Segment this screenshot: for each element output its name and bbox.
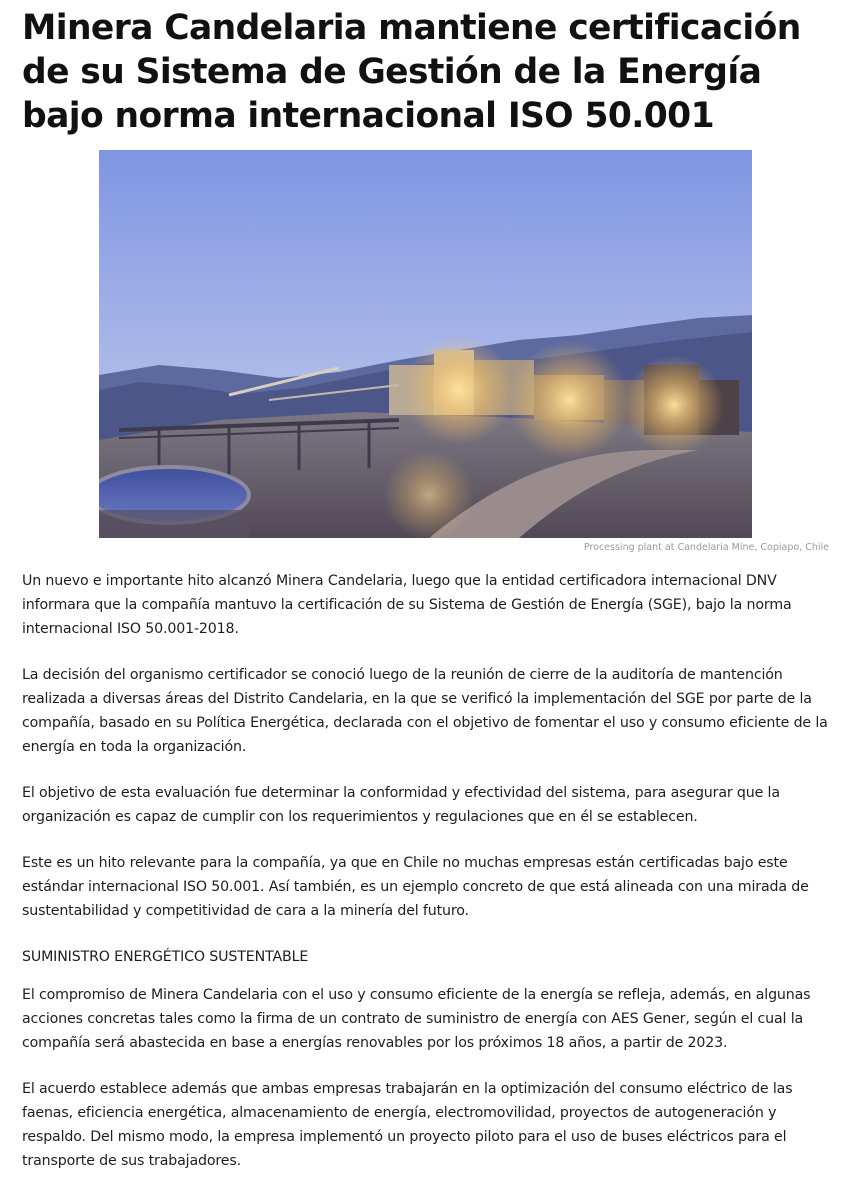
paragraph: El acuerdo establece además que ambas empresas trabajarán en la optimización del consumo eléctrico de las faenas, eficiencia energética, almacenamiento de energía, electromovilidad, proyectos de autogeneración y respaldo. Del mismo modo, la empresa implementó un proyecto piloto para el uso de buses eléctricos para el transporte de sus trabajadores. [22, 1081, 793, 1169]
article-title: Minera Candelaria mantiene certificación de su Sistema de Gestión de la Energía bajo norma internacional ISO 50.001 [22, 8, 801, 136]
paragraph: Un nuevo e importante hito alcanzó Minera Candelaria, luego que la entidad certificadora internacional DNV informara que la compañía mantuvo la certificación de su Sistema de Gestión de Energía (SGE), bajo la norma internacional ISO 50.001-2018. [22, 573, 792, 637]
paragraph: La decisión del organismo certificador se conoció luego de la reunión de cierre de la auditoría de mantención realizada a diversas áreas del Distrito Candelaria, en la que se verificó la implementación del SGE por parte de la compañía, basado en su Política Energética, declarada con el objetivo de fomentar el uso y consumo eficiente de la energía en toda la organización. [22, 667, 828, 755]
section-subheading: SUMINISTRO ENERGÉTICO SUSTENTABLE [22, 949, 309, 965]
image-caption: Processing plant at Candelaria Mine, Copiapo, Chile [583, 542, 829, 553]
article [22, 0, 832, 1169]
paragraph: Este es un hito relevante para la compañía, ya que en Chile no muchas empresas están certificadas bajo este estándar internacional ISO 50.001. Así también, es un ejemplo concreto de que está alineada con una mirada de sustentabilidad y competitividad de cara a la minería del futuro. [22, 855, 809, 919]
paragraph: El objetivo de esta evaluación fue determinar la conformidad y efectividad del sistema, para asegurar que la organización es capaz de cumplir con los requerimientos y regulaciones que en él se establecen. [22, 785, 780, 825]
paragraph: El compromiso de Minera Candelaria con el uso y consumo eficiente de la energía se refleja, además, en algunas acciones concretas tales como la firma de un contrato de suministro de energía con AES Gener, según el cual la compañía será abastecida en base a energías renovables por los próximos 18 años, a partir de 2023. [22, 987, 811, 1051]
processing-plant-photo [99, 150, 752, 538]
article-body [22, 569, 830, 1195]
